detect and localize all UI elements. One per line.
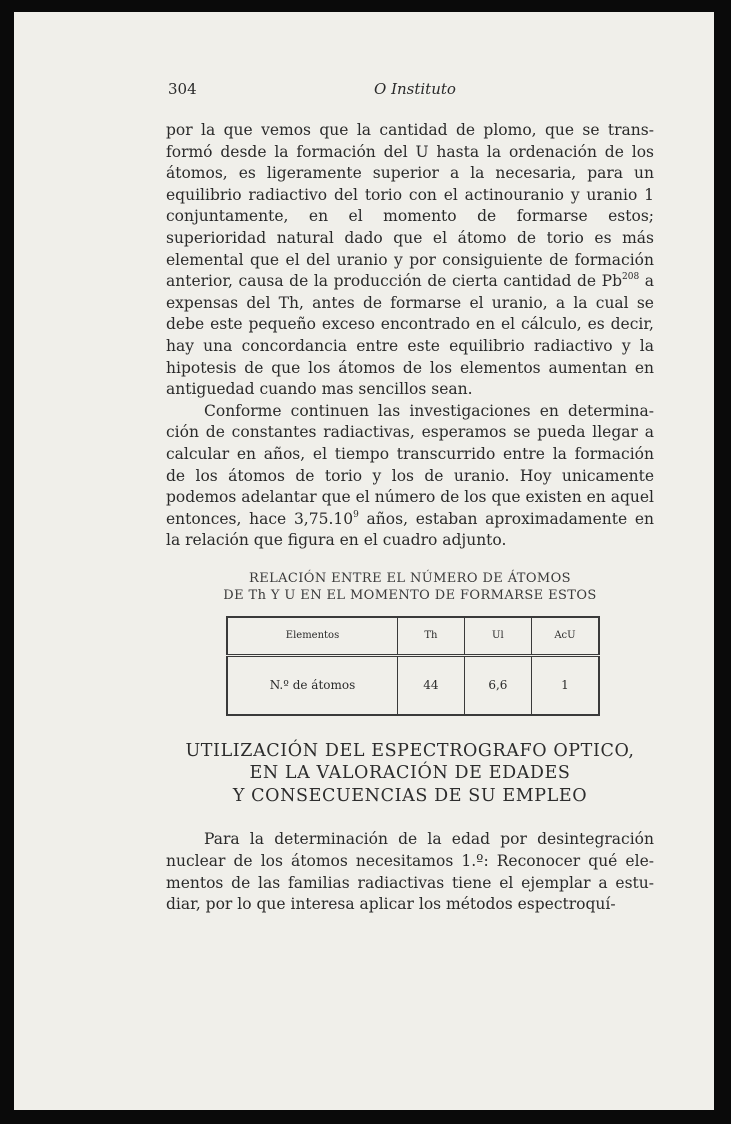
table-caption	[166, 570, 654, 604]
lead-isotope-superscript: 208	[622, 272, 640, 283]
table-caption-line-1: RELACIÓN ENTRE EL NÚMERO DE ÁTOMOS	[249, 570, 571, 586]
table-caption-line-2: DE Th Y U EN EL MOMENTO DE FORMARSE ESTOS	[223, 587, 597, 603]
paragraph-2-text-a: Conforme continuen las investigaciones en determinación de constantes radiactivas, esperamos se pueda llegar a calcular en años, el tiempo transcurrido entre la formación de los átomos de torio y los de uranio. Hoy unicamente podemos adelantar que el número de los que existen en aquel entonces, hace 3,75.10	[166, 401, 654, 528]
page-number: 304	[168, 80, 197, 98]
page-header	[166, 70, 654, 100]
cell-ul: 6,6	[464, 655, 531, 715]
paragraph-1-text-b: a expensas del Th, antes de formarse el uranio, a la cual se debe este pequeño exceso encontrado en el cálculo, es decir, hay una concordancia entre este equilibrio radiactivo y la hipotesis de que los átomos de los elementos aumentan en antiguedad cuando mas sencillos sean.	[166, 272, 654, 399]
paragraph-3: Para la determinación de la edad por desintegración nuclear de los átomos necesitamos 1.º: Reconocer qué elementos de las familias radiactivas tiene el ejemplar a estudiar, por lo que interesa aplicar los métodos espectroquí-	[166, 830, 654, 914]
running-title: O Instituto	[374, 80, 456, 98]
paragraph-2	[166, 401, 654, 552]
cell-label: N.º de átomos	[227, 655, 398, 715]
paragraph-2-text-b: años, estaban aproximadamente en la relación que figura en el cuadro adjunto.	[166, 509, 654, 550]
header-th: Th	[398, 617, 465, 656]
section-heading-line-2: EN LA VALORACIÓN DE EDADES	[249, 763, 571, 784]
section-heading-line-1: UTILIZACIÓN DEL ESPECTROGRAFO OPTICO,	[185, 740, 635, 761]
section-heading-line-3: Y CONSECUENCIAS DE SU EMPLEO	[232, 785, 588, 806]
header-elementos: Elementos	[227, 617, 398, 656]
cell-acu: 1	[531, 655, 599, 715]
paragraph-1-text-a: por la que vemos que la cantidad de plomo, que se transformó desde la formación del U hasta la ordenación de los átomos, es ligeramente superior a la necesaria, para un equilibrio radiactivo del torio con el actinouranio y uranio 1 conjuntamente, en el momento de formarse estos; superioridad natural dado que el átomo de torio es más elemental que el del uranio y por consiguiente de formación anterior, causa de la producción de cierta cantidad de Pb	[166, 121, 654, 291]
atoms-table	[226, 616, 600, 716]
paragraph-1	[166, 120, 654, 401]
section-heading	[166, 740, 654, 808]
header-acu: AcU	[531, 617, 599, 656]
exponent-superscript: 9	[353, 509, 359, 520]
page-content	[166, 70, 654, 916]
table-header-row	[227, 617, 599, 656]
header-ul: Ul	[464, 617, 531, 656]
table-row	[227, 655, 599, 715]
cell-th: 44	[398, 655, 465, 715]
book-page	[14, 12, 714, 1110]
